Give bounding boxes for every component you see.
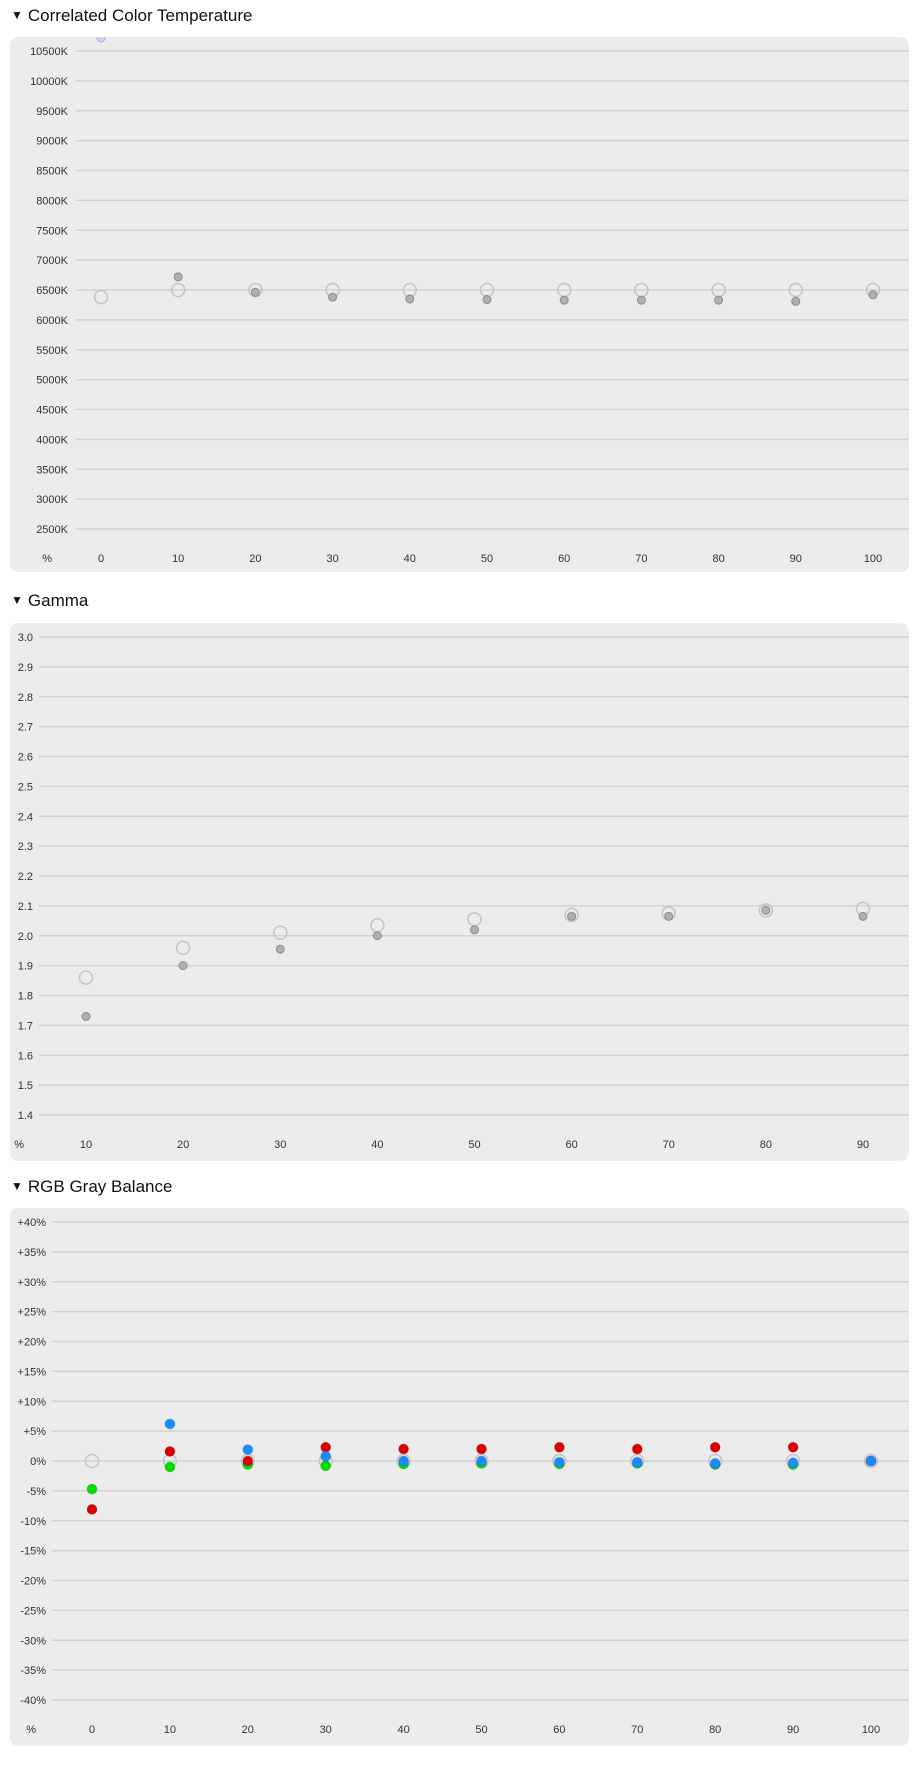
measured-point — [483, 296, 491, 304]
y-tick-label: +40% — [17, 1217, 46, 1229]
measured-point — [251, 288, 259, 296]
y-tick-label: 8000K — [36, 195, 68, 208]
x-tick-label: 30 — [319, 1724, 332, 1736]
target-point — [95, 291, 108, 304]
measured-point — [276, 945, 284, 953]
x-tick-label: 70 — [662, 1139, 675, 1151]
cct-chart — [10, 37, 909, 572]
y-tick-label: 2.2 — [17, 871, 33, 883]
data-point — [554, 1457, 564, 1467]
y-tick-label: 9000K — [36, 135, 68, 148]
y-tick-label: +10% — [17, 1396, 46, 1409]
x-tick-label: 90 — [789, 553, 802, 565]
data-point — [399, 1444, 409, 1454]
y-tick-label: -35% — [20, 1665, 46, 1678]
collapse-triangle-icon[interactable]: ▼ — [11, 1179, 23, 1193]
x-tick-label: 60 — [558, 553, 571, 565]
measured-point — [329, 293, 337, 301]
y-tick-label: +35% — [17, 1246, 46, 1259]
y-tick-label: 2500K — [36, 524, 68, 536]
target-point — [80, 971, 93, 984]
data-point — [477, 1456, 487, 1466]
y-tick-label: 2.3 — [17, 841, 33, 854]
x-tick-label: 90 — [856, 1139, 870, 1151]
measured-point — [97, 37, 105, 42]
x-tick-label: 20 — [241, 1724, 254, 1736]
x-tick-label: 10 — [172, 553, 185, 565]
y-tick-label: 2.9 — [17, 661, 33, 674]
y-tick-label: -5% — [26, 1485, 46, 1498]
y-tick-label: 3500K — [36, 464, 68, 477]
data-point — [321, 1442, 331, 1452]
measured-point — [715, 296, 723, 304]
data-point — [399, 1456, 409, 1466]
measured-point — [869, 291, 877, 299]
y-tick-label: 1.4 — [17, 1110, 33, 1122]
gamma-section-title: Gamma — [27, 591, 89, 610]
x-tick-label: 20 — [249, 553, 262, 565]
y-tick-label: +25% — [17, 1306, 46, 1319]
y-tick-label: 7500K — [36, 225, 68, 238]
y-tick-label: -10% — [20, 1515, 46, 1528]
y-tick-label: 8500K — [36, 165, 68, 178]
y-tick-label: 0% — [30, 1456, 46, 1468]
y-tick-label: 7000K — [36, 255, 68, 268]
x-tick-label: 80 — [712, 553, 725, 565]
measured-point — [179, 962, 187, 970]
measured-point — [637, 296, 645, 304]
measured-point — [82, 1012, 90, 1020]
y-tick-label: -20% — [20, 1575, 46, 1588]
data-point — [87, 1484, 97, 1494]
y-tick-label: 2.0 — [17, 930, 33, 943]
target-point — [468, 913, 481, 926]
y-tick-label: 1.8 — [17, 990, 33, 1003]
y-tick-label: -25% — [20, 1605, 46, 1618]
y-tick-label: 6000K — [36, 314, 68, 327]
y-tick-label: -40% — [20, 1695, 46, 1707]
y-tick-label: 2.1 — [17, 900, 33, 913]
gamma-section-header[interactable] — [11, 591, 88, 611]
y-tick-label: 6500K — [36, 285, 68, 297]
x-tick-label: 40 — [397, 1724, 410, 1736]
measured-point — [792, 297, 800, 305]
measured-point — [568, 912, 576, 920]
x-tick-label: 60 — [553, 1724, 566, 1736]
rgb-gray-balance-chart — [10, 1208, 909, 1746]
y-tick-label: 1.5 — [17, 1080, 33, 1093]
data-point — [710, 1458, 720, 1468]
x-tick-label: 0 — [88, 1724, 96, 1736]
measured-point — [859, 912, 867, 920]
measured-point — [471, 926, 479, 934]
x-axis-label: % — [14, 1139, 24, 1151]
x-tick-label: 20 — [177, 1139, 190, 1151]
y-tick-label: +15% — [17, 1366, 46, 1379]
collapse-triangle-icon[interactable]: ▼ — [11, 593, 23, 607]
gamma-chart — [10, 623, 909, 1161]
y-tick-label: 5000K — [36, 374, 68, 387]
data-point — [165, 1462, 175, 1472]
target-point — [177, 941, 190, 954]
x-tick-label: 30 — [274, 1139, 287, 1151]
x-tick-label: 100 — [863, 553, 883, 565]
data-point — [788, 1442, 798, 1452]
x-tick-label: 60 — [565, 1139, 578, 1151]
x-tick-label: 50 — [480, 553, 494, 565]
y-tick-label: +5% — [23, 1426, 46, 1439]
cct-section-title: Correlated Color Temperature — [27, 6, 253, 25]
y-tick-label: 3000K — [36, 494, 68, 507]
x-tick-label: 80 — [759, 1139, 772, 1151]
y-tick-label: +30% — [17, 1276, 46, 1289]
x-tick-label: 50 — [468, 1139, 481, 1151]
y-tick-label: 10000K — [30, 75, 68, 88]
y-tick-label: 1.9 — [17, 960, 33, 973]
data-point — [632, 1457, 642, 1467]
x-tick-label: 100 — [861, 1724, 881, 1736]
data-point — [788, 1458, 798, 1468]
y-tick-label: 1.7 — [17, 1020, 33, 1033]
measured-point — [665, 912, 673, 920]
data-point — [477, 1444, 487, 1454]
x-tick-label: 40 — [403, 553, 416, 565]
rgb-section-header[interactable] — [11, 1177, 172, 1197]
x-tick-label: 10 — [163, 1724, 177, 1736]
x-tick-label: 40 — [371, 1139, 384, 1151]
y-tick-label: 2.4 — [17, 811, 33, 824]
y-tick-label: -30% — [20, 1635, 46, 1648]
x-tick-label: 50 — [475, 1724, 488, 1736]
measured-point — [406, 295, 414, 303]
x-axis-label: % — [26, 1724, 36, 1736]
measured-point — [560, 296, 568, 304]
measured-point — [762, 906, 770, 914]
target-point — [274, 926, 287, 939]
x-tick-label: 70 — [631, 1724, 644, 1736]
data-point — [321, 1451, 331, 1461]
x-axis-label: % — [42, 553, 52, 565]
y-tick-label: 2.7 — [17, 721, 33, 734]
y-tick-label: 3.0 — [17, 632, 33, 644]
data-point — [87, 1504, 97, 1514]
rgb-section-title: RGB Gray Balance — [27, 1177, 173, 1196]
data-point — [321, 1461, 331, 1471]
x-tick-label: 0 — [97, 553, 105, 565]
x-tick-label: 90 — [786, 1724, 800, 1736]
x-tick-label: 70 — [635, 553, 648, 565]
data-point — [165, 1446, 175, 1456]
rgb-chart-panel — [10, 1208, 909, 1746]
y-tick-label: 1.6 — [17, 1050, 33, 1063]
y-tick-label: 5500K — [36, 344, 68, 357]
y-tick-label: 9500K — [36, 105, 68, 118]
data-point — [243, 1456, 253, 1466]
data-point — [243, 1445, 253, 1455]
cct-chart-panel — [10, 37, 909, 572]
measured-point — [174, 273, 182, 281]
y-tick-label: 2.8 — [17, 691, 33, 704]
y-tick-label: -15% — [20, 1545, 46, 1558]
x-tick-label: 30 — [326, 553, 339, 565]
y-tick-label: 2.6 — [17, 751, 33, 764]
y-tick-label: +20% — [17, 1336, 46, 1349]
data-point — [554, 1442, 564, 1452]
x-tick-label: 10 — [79, 1139, 93, 1151]
data-point — [866, 1456, 876, 1466]
y-tick-label: 4000K — [36, 434, 68, 447]
y-tick-label: 10500K — [30, 46, 68, 58]
y-tick-label: 2.5 — [17, 781, 33, 794]
gamma-chart-panel — [10, 623, 909, 1161]
target-point — [371, 919, 384, 932]
data-point — [165, 1419, 175, 1429]
y-tick-label: 4500K — [36, 404, 68, 417]
data-point — [632, 1444, 642, 1454]
data-point — [710, 1442, 720, 1452]
x-tick-label: 80 — [709, 1724, 722, 1736]
measured-point — [373, 932, 381, 940]
collapse-triangle-icon[interactable]: ▼ — [11, 8, 23, 22]
cct-section-header[interactable] — [11, 6, 252, 26]
